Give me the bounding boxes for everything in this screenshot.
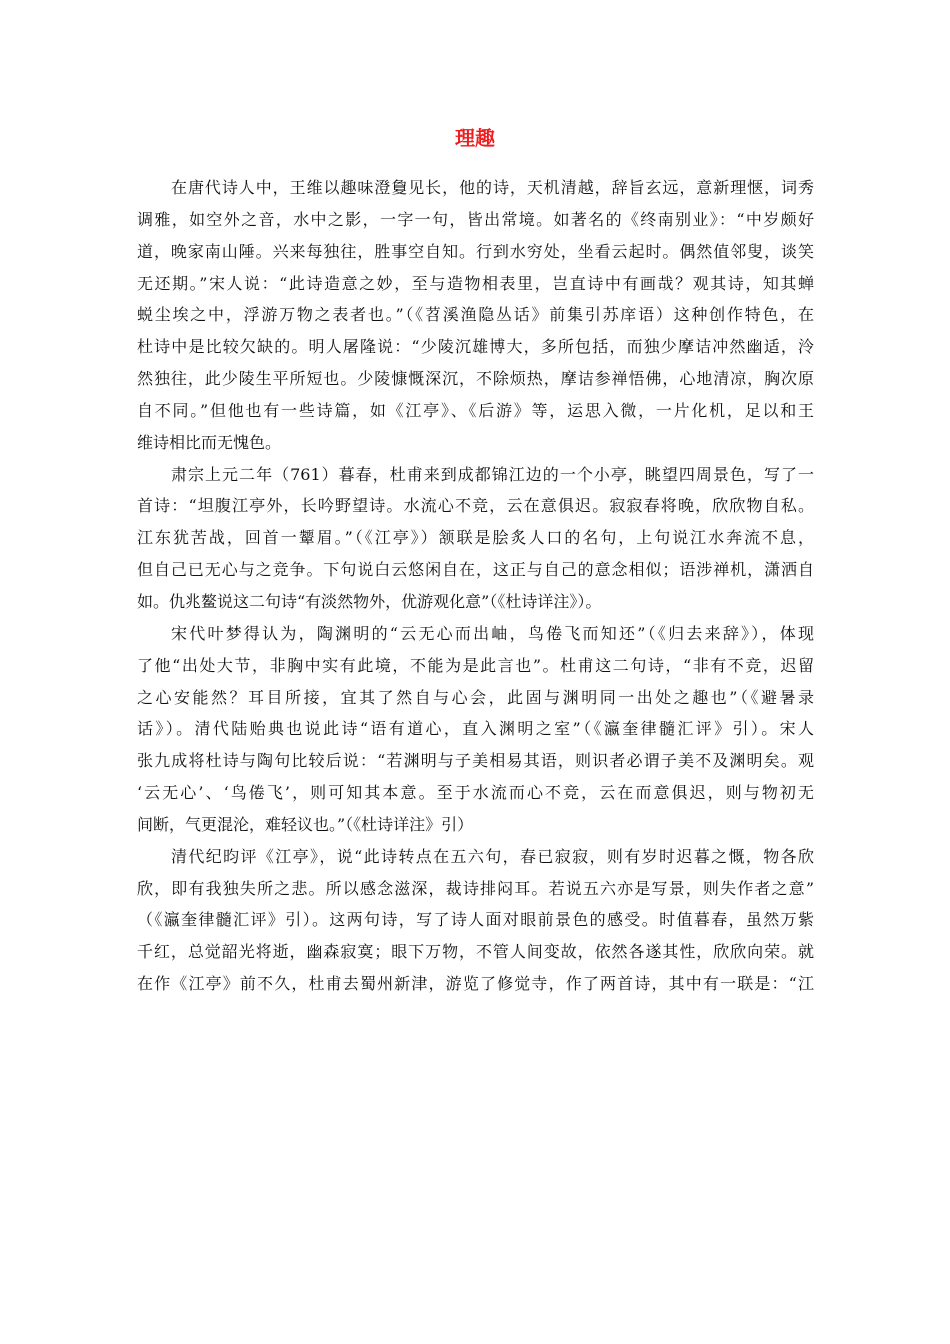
text-line: 张九成将杜诗与陶句比较后说：“若渊明与子美相易其语，则识者必谓子美不及渊明矣。观: [137, 751, 814, 771]
text-line: 但自己已无心与之竞争。下句说白云悠闲自在，这正与自己的意念相似；语涉禅机，潇洒自: [137, 560, 814, 580]
text-line: 话》）。清代陆贻典也说此诗“语有道心，直入渊明之室”（《瀛奎律髓汇评》引）。宋人: [137, 719, 814, 739]
text-line: 之心安能然？耳目所接，宜其了然自与心会，此固与渊明同一出处之趣也”（《避暑录: [137, 687, 814, 707]
text-line: （《瀛奎律髓汇评》引）。这两句诗，写了诗人面对眼前景色的感受。时值暮春，虽然万紫: [137, 910, 814, 930]
paragraph: [137, 618, 814, 841]
paragraph: [137, 841, 814, 1000]
document-body: [137, 172, 814, 1000]
text-line: 无还期。”宋人说：“此诗造意之妙，至与造物相表里，岂直诗中有画哉？观其诗，知其蝉: [137, 273, 814, 293]
text-line: 宋代叶梦得认为，陶渊明的“云无心而出岫，鸟倦飞而知还”（《归去来辞》），体现: [171, 623, 814, 643]
text-line: 清代纪昀评《江亭》，说“此诗转点在五六句，春已寂寂，则有岁时迟暮之慨，物各欣: [171, 846, 814, 866]
text-line: 调雅，如空外之音，水中之影，一字一句，皆出常境。如著名的《终南别业》：“中岁颇好: [137, 209, 814, 229]
text-line: 如。仇兆鳌说这二句诗“有淡然物外，优游观化意”（《杜诗详注》）。: [137, 591, 602, 611]
text-line: 杜诗中是比较欠缺的。明人屠隆说：“少陵沉雄博大，多所包括，而独少摩诘冲然幽适，泠: [137, 337, 814, 357]
text-line: 千红，总觉韶光将逝，幽森寂寞；眼下万物，不管人间变故，依然各遂其性，欣欣向荣。就: [137, 942, 814, 962]
text-line: 江东犹苦战，回首一颦眉。”（《江亭》）颔联是脍炙人口的名句，上句说江水奔流不息，: [137, 528, 814, 548]
paragraph: [137, 459, 814, 618]
text-line: 道，晚家南山陲。兴来每独往，胜事空自知。行到水穷处，坐看云起时。偶然值邻叟，谈笑: [137, 241, 814, 261]
text-line: 了他“出处大节，非胸中实有此境，不能为是此言也”。杜甫这二句诗，“非有不竞，迟留: [137, 655, 814, 675]
text-line: 蜕尘埃之中，浮游万物之表者也。”（《苕溪渔隐丛话》前集引苏庠语）这种创作特色，在: [137, 305, 814, 325]
text-line: 维诗相比而无愧色。: [137, 432, 282, 452]
text-line: 间断，气更混沦，难轻议也。”（《杜诗详注》引）: [137, 814, 474, 834]
text-line: 欣，即有我独失所之悲。所以感念滋深，裁诗排闷耳。若说五六亦是写景，则失作者之意”: [137, 878, 814, 898]
text-line: 首诗：“坦腹江亭外，长吟野望诗。水流心不竞，云在意俱迟。寂寂春将晚，欣欣物自私。: [137, 496, 814, 516]
text-line: 在作《江亭》前不久，杜甫去蜀州新津，游览了修觉寺，作了两首诗，其中有一联是：“江: [137, 974, 814, 994]
document-title: 理趣: [455, 126, 495, 150]
text-line: 在唐代诗人中，王维以趣味澄敻见长，他的诗，天机清越，辞旨玄远，意新理惬，词秀: [171, 178, 814, 197]
text-line: 自不同。”但他也有一些诗篇，如《江亭》、《后游》等，运思入微，一片化机，足以和王: [137, 400, 814, 420]
text-line: 肃宗上元二年（761）暮春，杜甫来到成都锦江边的一个小亭，眺望四周景色，写了一: [171, 464, 814, 484]
paragraph: [137, 172, 814, 459]
text-line: ‘云无心’、‘鸟倦飞’，则可知其本意。至于水流而心不竞，云在而意俱迟，则与物初无: [137, 783, 814, 803]
text-line: 然独往，此少陵生平所短也。少陵慷慨深沉，不除烦热，摩诘参禅悟佛，心地清凉，胸次原: [137, 369, 814, 389]
